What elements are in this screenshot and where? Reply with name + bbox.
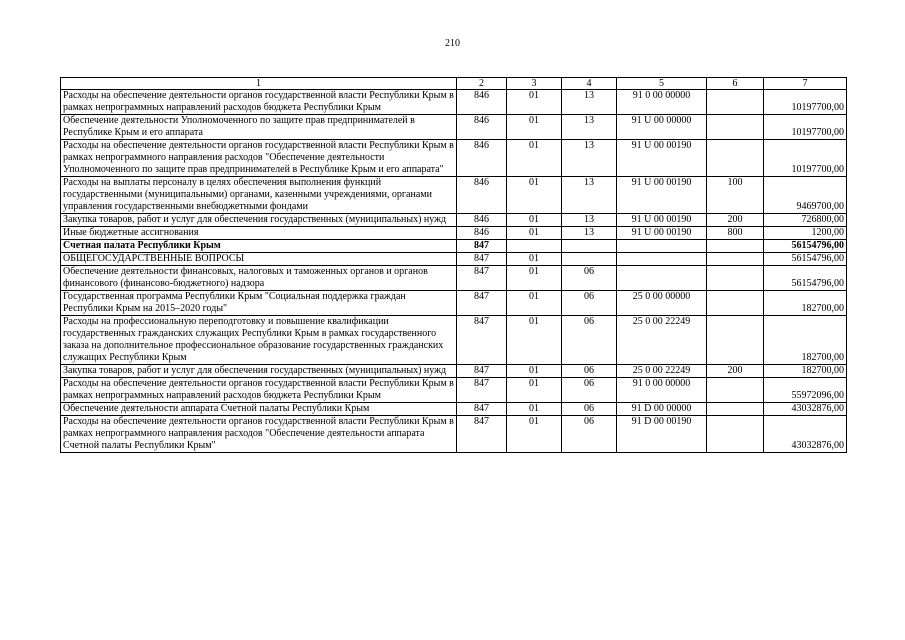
row-pr-cell [562,240,617,253]
row-name-cell: Расходы на обеспечение деятельности органов государственной власти Республики Крым в рамках непрограммного направления расходов "Обеспечение деятельности аппарата Счетной палаты Республики Крым" [61,416,457,453]
row-sum-cell: 9469700,00 [764,177,847,214]
row-gr-cell: 847 [457,378,507,403]
row-csr-cell: 91 D 00 00190 [617,416,707,453]
row-name-cell: Обеспечение деятельности финансовых, налоговых и таможенных органов и органов финансового (финансово-бюджетного) надзора [61,266,457,291]
row-csr-cell: 91 U 00 00000 [617,115,707,140]
row-gr-cell: 847 [457,291,507,316]
row-sum-cell: 56154796,00 [764,240,847,253]
row-pr-cell: 13 [562,115,617,140]
row-name-cell: Расходы на профессиональную переподготовку и повышение квалификации государственных гражданских служащих Республики Крым в рамках государственного заказа на дополнительное профессиональное образование государственных гражданских служащих Республики Крым [61,316,457,365]
row-gr-cell: 847 [457,365,507,378]
row-rz-cell: 01 [507,253,562,266]
row-pr-cell: 06 [562,416,617,453]
row-rz-cell: 01 [507,227,562,240]
row-gr-cell: 847 [457,266,507,291]
row-gr-cell: 847 [457,253,507,266]
row-sum-cell: 182700,00 [764,291,847,316]
table-row [61,365,847,378]
table-row [61,177,847,214]
row-csr-cell: 25 0 00 00000 [617,291,707,316]
row-pr-cell: 06 [562,378,617,403]
table-row [61,227,847,240]
row-pr-cell: 13 [562,177,617,214]
row-gr-cell: 846 [457,214,507,227]
row-rz-cell: 01 [507,416,562,453]
row-vr-cell [707,316,764,365]
row-vr-cell [707,140,764,177]
row-vr-cell: 200 [707,365,764,378]
row-vr-cell: 100 [707,177,764,214]
column-header: 7 [764,78,847,90]
row-vr-cell [707,90,764,115]
row-csr-cell: 91 U 00 00190 [617,140,707,177]
row-vr-cell: 200 [707,214,764,227]
row-csr-cell: 91 U 00 00190 [617,227,707,240]
column-header: 2 [457,78,507,90]
row-rz-cell: 01 [507,214,562,227]
row-csr-cell: 91 U 00 00190 [617,214,707,227]
table-row [61,416,847,453]
table-row [61,214,847,227]
row-pr-cell: 13 [562,214,617,227]
row-sum-cell: 10197700,00 [764,90,847,115]
row-csr-cell [617,266,707,291]
row-vr-cell [707,403,764,416]
row-pr-cell: 13 [562,227,617,240]
row-gr-cell: 846 [457,140,507,177]
row-gr-cell: 846 [457,115,507,140]
row-gr-cell: 847 [457,403,507,416]
row-gr-cell: 846 [457,177,507,214]
table-row [61,115,847,140]
row-sum-cell: 43032876,00 [764,403,847,416]
row-pr-cell: 06 [562,316,617,365]
row-pr-cell: 06 [562,291,617,316]
row-pr-cell: 13 [562,140,617,177]
table-row [61,240,847,253]
row-csr-cell: 91 0 00 00000 [617,90,707,115]
row-csr-cell: 25 0 00 22249 [617,316,707,365]
row-vr-cell [707,416,764,453]
row-pr-cell: 06 [562,403,617,416]
row-gr-cell: 847 [457,240,507,253]
row-name-cell: Иные бюджетные ассигнования [61,227,457,240]
row-gr-cell: 847 [457,316,507,365]
row-name-cell: Расходы на выплаты персоналу в целях обеспечения выполнения функций государственными (муниципальными) органами, казенными учреждениями, органами управления государственными внебюджетными фондами [61,177,457,214]
table-row [61,266,847,291]
row-name-cell: ОБЩЕГОСУДАРСТВЕННЫЕ ВОПРОСЫ [61,253,457,266]
row-gr-cell: 846 [457,90,507,115]
row-rz-cell: 01 [507,140,562,177]
row-sum-cell: 1200,00 [764,227,847,240]
row-name-cell: Счетная палата Республики Крым [61,240,457,253]
row-rz-cell: 01 [507,365,562,378]
row-sum-cell: 182700,00 [764,365,847,378]
row-rz-cell: 01 [507,90,562,115]
column-header: 5 [617,78,707,90]
row-csr-cell: 91 D 00 00000 [617,403,707,416]
table-row [61,403,847,416]
row-sum-cell: 55972096,00 [764,378,847,403]
row-pr-cell [562,253,617,266]
row-rz-cell: 01 [507,291,562,316]
row-sum-cell: 56154796,00 [764,253,847,266]
row-sum-cell: 56154796,00 [764,266,847,291]
row-vr-cell: 800 [707,227,764,240]
row-vr-cell [707,115,764,140]
row-vr-cell [707,266,764,291]
row-name-cell: Расходы на обеспечение деятельности органов государственной власти Республики Крым в рамках непрограммных направлений расходов бюджета Республики Крым [61,90,457,115]
row-name-cell: Закупка товаров, работ и услуг для обеспечения государственных (муниципальных) нужд [61,214,457,227]
row-csr-cell: 25 0 00 22249 [617,365,707,378]
row-rz-cell: 01 [507,403,562,416]
row-pr-cell: 06 [562,266,617,291]
row-gr-cell: 847 [457,416,507,453]
row-pr-cell: 06 [562,365,617,378]
row-gr-cell: 846 [457,227,507,240]
column-header: 6 [707,78,764,90]
table-header-row [61,78,847,90]
budget-table [60,77,847,453]
row-name-cell: Обеспечение деятельности аппарата Счетной палаты Республики Крым [61,403,457,416]
table-row [61,291,847,316]
page-number: 210 [445,38,460,49]
row-pr-cell: 13 [562,90,617,115]
row-sum-cell: 726800,00 [764,214,847,227]
row-sum-cell: 182700,00 [764,316,847,365]
row-csr-cell: 91 U 00 00190 [617,177,707,214]
row-vr-cell [707,378,764,403]
row-rz-cell: 01 [507,177,562,214]
row-name-cell: Государственная программа Республики Крым "Социальная поддержка граждан Республики Крым на 2015–2020 годы" [61,291,457,316]
column-header: 3 [507,78,562,90]
row-rz-cell: 01 [507,115,562,140]
row-vr-cell [707,291,764,316]
row-rz-cell [507,240,562,253]
row-csr-cell [617,240,707,253]
column-header: 4 [562,78,617,90]
table-row [61,316,847,365]
row-name-cell: Закупка товаров, работ и услуг для обеспечения государственных (муниципальных) нужд [61,365,457,378]
row-name-cell: Расходы на обеспечение деятельности органов государственной власти Республики Крым в рамках непрограммного направления расходов "Обеспечение деятельности Уполномоченного по защите прав предпринимателей в Республике Крым и его аппарата" [61,140,457,177]
row-rz-cell: 01 [507,378,562,403]
table-row [61,378,847,403]
row-sum-cell: 10197700,00 [764,140,847,177]
table-row [61,90,847,115]
table-row [61,253,847,266]
row-sum-cell: 43032876,00 [764,416,847,453]
row-name-cell: Обеспечение деятельности Уполномоченного по защите прав предпринимателей в Республике Крым и его аппарата [61,115,457,140]
row-rz-cell: 01 [507,266,562,291]
row-csr-cell [617,253,707,266]
row-csr-cell: 91 0 00 00000 [617,378,707,403]
table-row [61,140,847,177]
row-vr-cell [707,240,764,253]
row-rz-cell: 01 [507,316,562,365]
row-sum-cell: 10197700,00 [764,115,847,140]
row-vr-cell [707,253,764,266]
column-header: 1 [61,78,457,90]
row-name-cell: Расходы на обеспечение деятельности органов государственной власти Республики Крым в рамках непрограммных направлений расходов бюджета Республики Крым [61,378,457,403]
